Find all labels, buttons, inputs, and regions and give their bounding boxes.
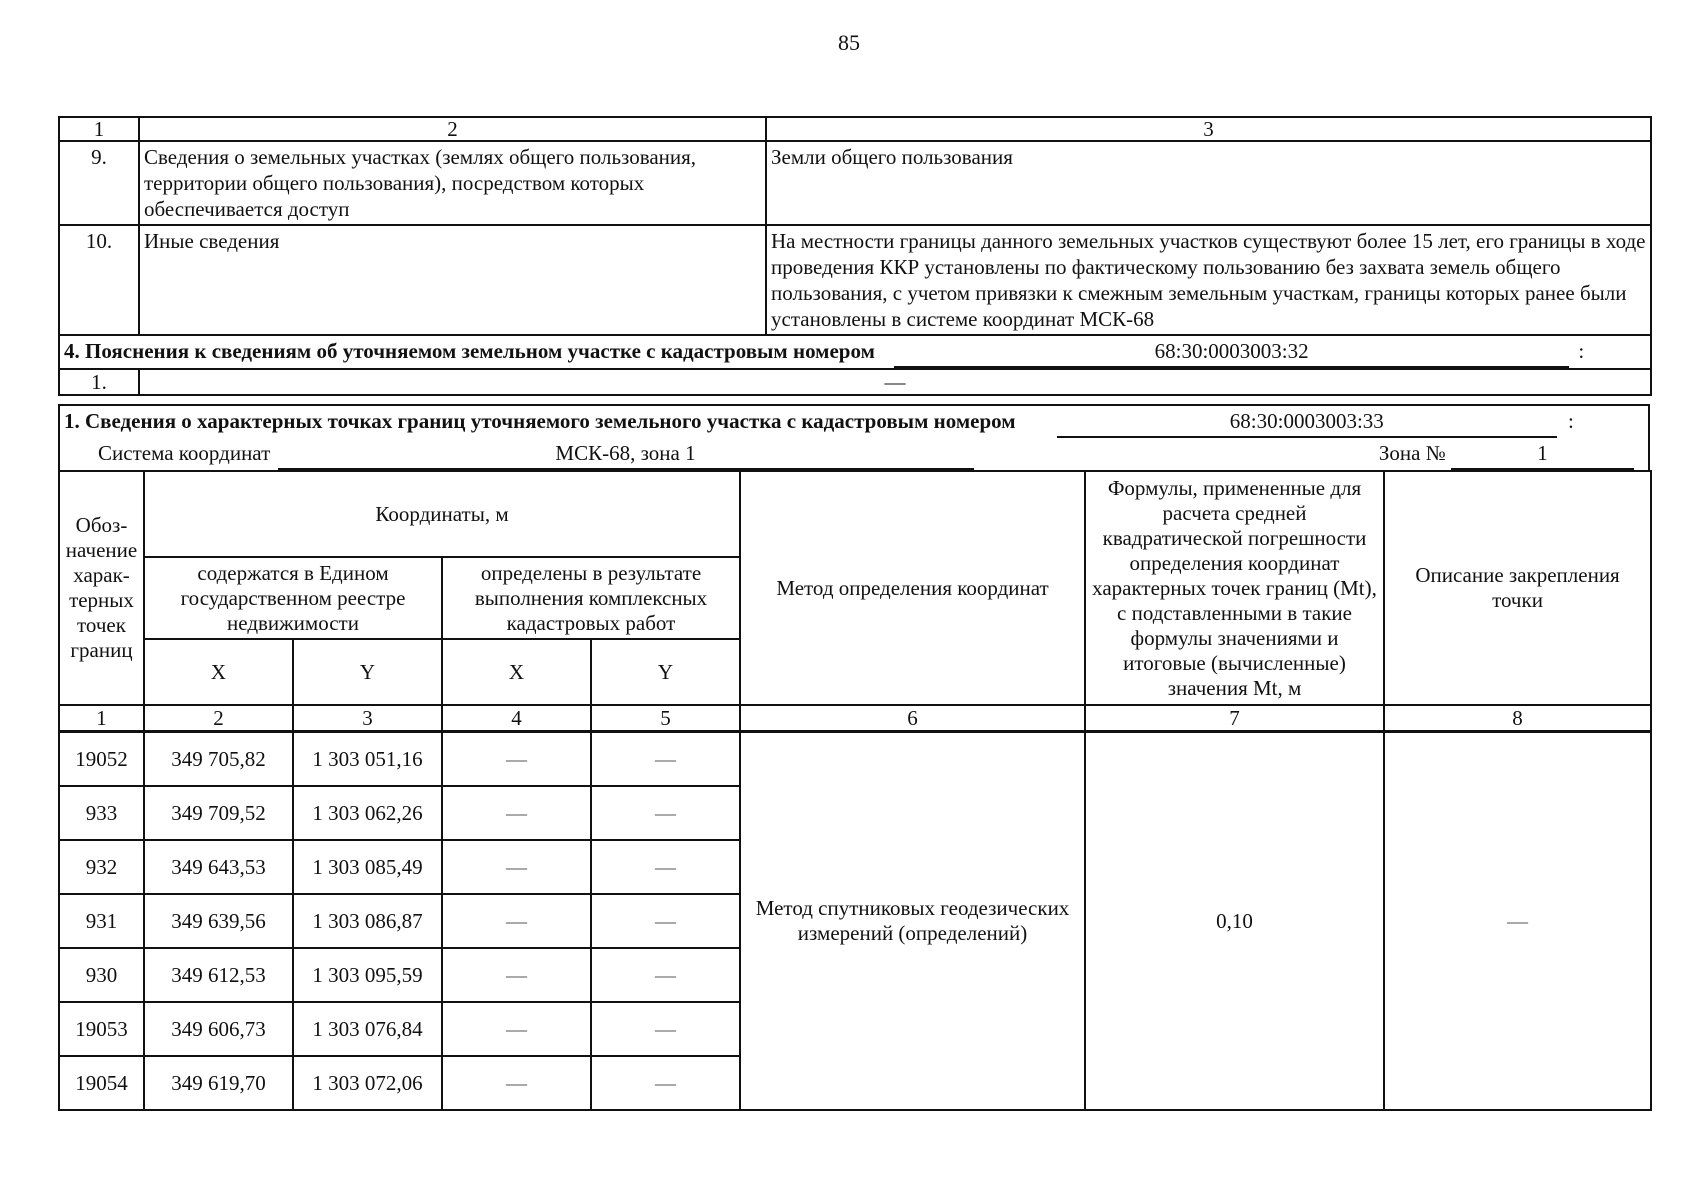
section1-title-cell [59, 405, 1649, 438]
column-number: 4 [442, 705, 591, 732]
point-y-kkr: — [591, 732, 740, 787]
points-table [58, 470, 1652, 1111]
header-description: Описание закрепления точки [1384, 471, 1651, 705]
column-number: 5 [591, 705, 740, 732]
section4-title-cell [59, 335, 1651, 369]
header-cell: 1 [59, 117, 139, 141]
point-y-kkr: — [591, 840, 740, 894]
point-id: 19054 [59, 1056, 144, 1110]
header-cell: 3 [766, 117, 1651, 141]
section4-item [59, 369, 1651, 395]
row-name: Сведения о земельных участках (землях общего пользования, территории общего пользования), посредством которых обеспечивается доступ [139, 141, 766, 225]
point-x: 349 709,52 [144, 786, 293, 840]
header-x: X [442, 639, 591, 705]
point-x-kkr: — [442, 840, 591, 894]
header-kkr: определены в результате выполнения комплексных кадастровых работ [442, 557, 740, 639]
zone-label: Зона № [1378, 441, 1446, 465]
section1-title: 1. Сведения о характерных точках границ уточняемого земельного участка с кадастровым номером [64, 409, 1016, 433]
points-header-row [59, 471, 1651, 557]
header-y: Y [591, 639, 740, 705]
point-y-kkr: — [591, 786, 740, 840]
coord-system-label: Система координат [98, 441, 271, 465]
point-y-kkr: — [591, 1002, 740, 1056]
point-y-kkr: — [591, 1056, 740, 1110]
header-cell: 2 [139, 117, 766, 141]
coord-system-row [59, 438, 1649, 470]
section4-row [59, 335, 1651, 369]
header-formula: Формулы, примененные для расчета средней квадратической погрешности определения координат характерных точек границ (Mt), с подставленными в такие формулы значениями и итоговые (вычисленные) значения Mt, м [1085, 471, 1384, 705]
header-designation: Обоз-начение харак-терных точек границ [59, 471, 144, 705]
point-id: 19052 [59, 732, 144, 787]
point-y: 1 303 095,59 [293, 948, 442, 1002]
info-row [59, 141, 1651, 225]
point-id: 933 [59, 786, 144, 840]
section4-suffix: : [1578, 339, 1585, 363]
column-number: 6 [740, 705, 1085, 732]
info-table [58, 116, 1652, 396]
section4-cadastral: 68:30:0003003:32 [894, 336, 1569, 368]
row-number: 10. [59, 225, 139, 335]
point-x-kkr: — [442, 1002, 591, 1056]
header-egrn: содержатся в Едином государственном реестре недвижимости [144, 557, 442, 639]
row-number: 9. [59, 141, 139, 225]
point-y-kkr: — [591, 948, 740, 1002]
mt-cell: 0,10 [1085, 732, 1384, 1111]
point-id: 932 [59, 840, 144, 894]
section1-title-row [59, 405, 1649, 438]
point-y-kkr: — [591, 894, 740, 948]
zone-block [1379, 438, 1644, 470]
point-id: 931 [59, 894, 144, 948]
section1-suffix: : [1568, 409, 1574, 433]
point-x: 349 612,53 [144, 948, 293, 1002]
point-x: 349 643,53 [144, 840, 293, 894]
section1-cadastral: 68:30:0003003:33 [1057, 406, 1557, 438]
point-id: 19053 [59, 1002, 144, 1056]
point-x: 349 606,73 [144, 1002, 293, 1056]
coord-system-value: МСК-68, зона 1 [278, 438, 974, 470]
header-y: Y [293, 639, 442, 705]
column-number: 2 [144, 705, 293, 732]
column-numbers-row [59, 705, 1651, 732]
section4-title: 4. Пояснения к сведениям об уточняемом земельном участке с кадастровым номером [64, 339, 875, 363]
point-x-kkr: — [442, 894, 591, 948]
point-y: 1 303 051,16 [293, 732, 442, 787]
coord-system-cell [59, 438, 1649, 470]
section4-item-value: — [139, 369, 1651, 395]
method-cell: Метод спутниковых геодезических измерений (определений) [740, 732, 1085, 1111]
column-number: 8 [1384, 705, 1651, 732]
header-x: X [144, 639, 293, 705]
column-number: 3 [293, 705, 442, 732]
point-y: 1 303 085,49 [293, 840, 442, 894]
section4-item-number: 1. [59, 369, 139, 395]
point-x: 349 705,82 [144, 732, 293, 787]
point-x-kkr: — [442, 732, 591, 787]
table-row [59, 732, 1651, 787]
info-row [59, 225, 1651, 335]
point-y: 1 303 076,84 [293, 1002, 442, 1056]
point-x: 349 619,70 [144, 1056, 293, 1110]
info-table-header [59, 117, 1651, 141]
column-number: 1 [59, 705, 144, 732]
row-value: Земли общего пользования [766, 141, 1651, 225]
zone-value: 1 [1451, 438, 1634, 470]
header-coordinates: Координаты, м [144, 471, 740, 557]
point-y: 1 303 072,06 [293, 1056, 442, 1110]
header-method: Метод определения координат [740, 471, 1085, 705]
point-x-kkr: — [442, 948, 591, 1002]
section1-header [58, 404, 1650, 470]
point-id: 930 [59, 948, 144, 1002]
column-number: 7 [1085, 705, 1384, 732]
description-cell: — [1384, 732, 1651, 1111]
point-x: 349 639,56 [144, 894, 293, 948]
row-name: Иные сведения [139, 225, 766, 335]
point-x-kkr: — [442, 1056, 591, 1110]
row-value: На местности границы данного земельных участков существуют более 15 лет, его границы в ходе проведения ККР установлены по фактическому пользованию без захвата земель общего пользования, с учетом привязки к смежным земельным участкам, границы которых ранее были установлены в системе координат МСК-68 [766, 225, 1651, 335]
point-x-kkr: — [442, 786, 591, 840]
point-y: 1 303 086,87 [293, 894, 442, 948]
point-y: 1 303 062,26 [293, 786, 442, 840]
page-number: 85 [838, 30, 860, 55]
